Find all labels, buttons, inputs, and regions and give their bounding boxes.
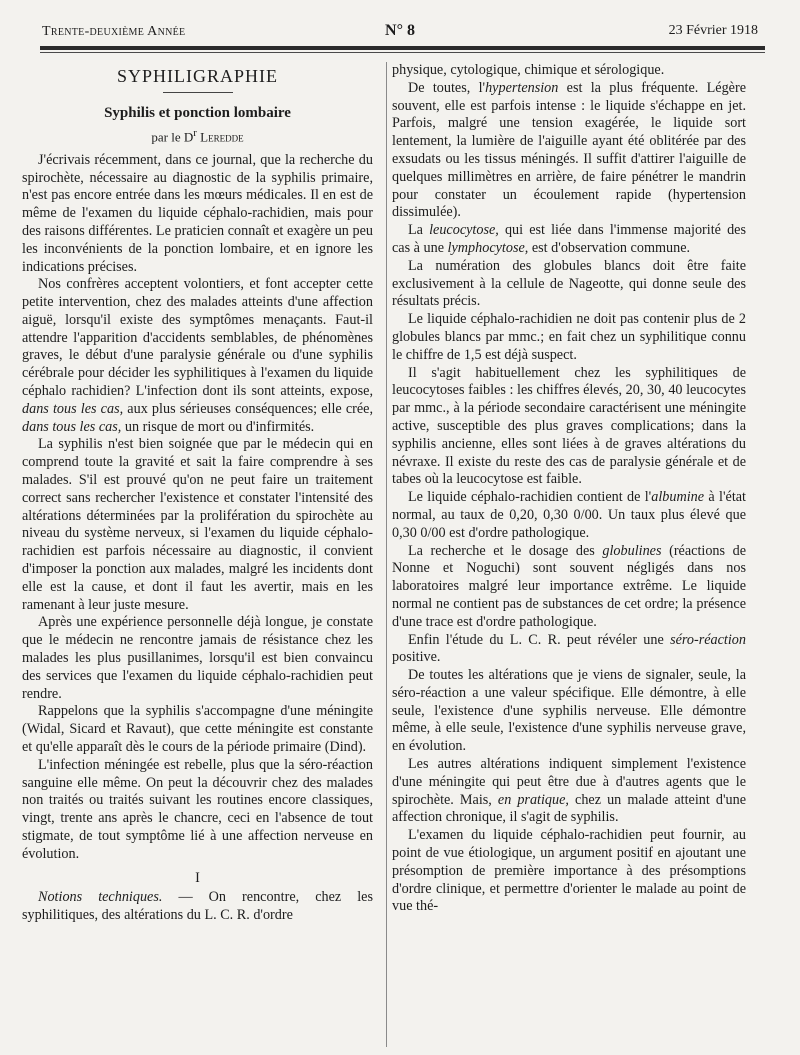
text-run: chez un malade atteint d'une affection chronique, il s'agit de syphilis.: [392, 791, 746, 826]
emphasis: albumine: [651, 489, 705, 506]
paragraph: L'infection méningée est rebelle, plus que la séro-réaction sanguine elle même. On peut la découvrir chez des malades non traités ou traités suivant les routines encore classiques, vingt, trente ans après le chancre, ceci en l'absence de tout stigmate, de tout symptôme lié à une affection nerveuse en évolution.: [22, 756, 373, 862]
text-run: aux plus sérieuses conséquences; elle crée,: [127, 400, 373, 417]
text-run: (réactions de Nonne et Noguchi) sont souvent négligés dans nos laboratoires malgré leur importance extrême. Le liquide normal ne contient pas de substances de cet ordre; la présence d'une trace est d'ordre pathologique.: [392, 542, 747, 630]
text-run: — On rencontre, chez les syphilitiques, des altérations du L. C. R. d'ordre: [22, 889, 373, 924]
column-divider: [386, 62, 387, 1047]
text-run: Le liquide céphalo-rachidien contient de l': [408, 489, 652, 506]
header-rule-thick: [40, 46, 765, 50]
paragraph: La syphilis n'est bien soignée que par le médecin qui en comprend toute la gravité et sait la faire comprendre à ses malades. S'il est prouvé qu'on ne peut faire un traitement correct sans rechercher l'existence et constater l'intensité des altérations déterminées par la prolifération du spirochète au niveau du système nerveux, si l'examen du liquide céphalo-rachidien est parfois nécessaire au diagnostic, il convient d'imposer la ponction aux malades, malgré les incidents dont elle est la cause, et dont il faut les avertir, mais en les ramenant à leur juste mesure.: [22, 436, 373, 613]
paragraph: [392, 543, 746, 632]
emphasis: dans tous les cas,: [22, 418, 122, 435]
right-column: [392, 62, 746, 916]
text-run: Les autres altérations indiquent simplement l'existence d'une méningite qui peut être due à d'autres agents que le spirochète. Mais,: [392, 756, 746, 808]
paragraph: Rappelons que la syphilis s'accompagne d'une méningite (Widal, Sicard et Ravaut), que cette méningite est constante et qu'elle apparaît dès le cours de la période primaire (Dind).: [22, 703, 373, 756]
text-run: positive.: [392, 649, 441, 666]
text-run: La recherche et le dosage des: [408, 542, 603, 559]
text-run: qui est liée dans l'immense majorité des cas à une: [392, 222, 746, 256]
author-name: Leredde: [200, 128, 244, 144]
text-run: à l'état normal, au taux de 0,20, 0,30 0/00. Un taux plus élevé que 0,30 0/00 est d'ordre pathologique.: [392, 489, 747, 541]
emphasis: en pratique,: [497, 791, 569, 808]
paragraph: [392, 756, 746, 827]
text-run: La: [408, 222, 430, 239]
paragraph: physique, cytologique, chimique et sérologique.: [392, 62, 665, 78]
article-title: Syphilis et ponction lombaire: [104, 104, 291, 121]
title-rule: [163, 92, 233, 93]
paragraph: Le liquide céphalo-rachidien ne doit pas contenir plus de 2 globules blancs par mmc.; en fait chez un syphilitique connu le chiffre de 1,5 est déjà suspect.: [392, 311, 746, 363]
issue-year: Trente-deuxième Année: [42, 24, 186, 39]
text-run: De toutes, l': [408, 79, 486, 96]
paragraph: [22, 889, 373, 925]
paragraph: L'examen du liquide céphalo-rachidien peut fournir, au point de vue étiologique, un argument positif en ajoutant une présomption de première importance à des présomptions d'ordre clinique, et permettre d'orienter le malade au point de vue thé-: [392, 827, 746, 915]
emphasis: dans tous les cas,: [22, 400, 124, 417]
paragraph: [392, 80, 746, 222]
byline: [22, 125, 373, 146]
emphasis: lymphocytose,: [447, 239, 529, 256]
paragraph: [392, 632, 746, 668]
paragraph: La numération des globules blancs doit être faite exclusivement à la cellule de Nageotte, qui donne seule des résultats précis.: [392, 257, 746, 310]
text-run: un risque de mort ou d'infirmités.: [124, 418, 315, 435]
emphasis: hypertension: [485, 79, 559, 96]
text-run: Enfin l'étude du L. C. R. peut révéler une: [408, 631, 671, 648]
section-title: SYPHILIGRAPHIE: [116, 66, 278, 86]
byline-prefix: par le D: [151, 128, 194, 144]
paragraph: De toutes les altérations que je viens de signaler, seule, la séro-réaction a une valeur spécifique. Elle démontre, à elle seule, l'existence d'une syphilis nerveuse. Elle démontre même, à elle seule, l'existence d'une syphilis nerveuse grave, en évolution.: [392, 667, 746, 755]
paragraph: J'écrivais récemment, dans ce journal, que la recherche du spirochète, nécessaire au diagnostic de la syphilis primaire, n'est pas encore entrée dans les mœurs médicales. Il en est de même de l'examen du liquide céphalo-rachidien, mais pour des raisons différentes. Le praticien connaît et exagère un peu les inconvénients de la ponction lombaire, et en ignore les indications précises.: [22, 151, 373, 275]
section-numeral: I: [195, 869, 200, 886]
paragraph: Il s'agit habituellement chez les syphilitiques de leucocytoses faibles : les chiffres élevés, 20, 30, 40 leucocytes par mmc., à la période secondaire caractérisent une méningite active, susceptible des plus graves complications; dans la syphilis ancienne, elles sont liées à de graves altérations du névraxe. Il existe du reste des cas de paralysie générale et de tabes où la leucocytose est faible.: [392, 364, 746, 488]
emphasis: globulines: [602, 542, 662, 559]
issue-date: 23 Février 1918: [668, 23, 758, 38]
header-rule-thin: [40, 52, 765, 53]
paragraph: [392, 222, 746, 258]
byline-sup: r: [193, 126, 197, 139]
text-run: est la plus fréquente. Légère souvent, elle est parfois intense : le liquide s'échappe en jet. Parfois, malgré une tension exagérée, le liquide sort lentement, la lumière de l'aiguille ayant été oblitérée par des exsudats ou les tissus méningés. Il suffit d'attirer l'aiguille de quelques millimètres en arrière, de faire pénétrer le mandrin pour constater un écoulement rapide (hypertension dissimulée).: [392, 79, 746, 221]
paragraph: [22, 276, 373, 436]
running-header: [40, 20, 760, 44]
issue-number: N° 8: [385, 22, 415, 39]
emphasis: leucocytose,: [429, 222, 499, 239]
paragraph: [392, 489, 746, 542]
text-run: est d'observation commune.: [528, 239, 691, 256]
emphasis: séro-réaction: [670, 631, 746, 648]
subheading: Notions techniques.: [38, 889, 163, 906]
paragraph: Après une expérience personnelle déjà longue, je constate que le médecin ne rencontre jamais de résistance chez les malades les plus pusillanimes, lorsqu'il est bien convaincu des services que l'examen du liquide céphalo-rachidien peut rendre.: [22, 614, 373, 702]
text-run: Nos confrères acceptent volontiers, et font accepter cette petite intervention, chez des malades atteints d'une affection aiguë, lorsqu'il existe des symptômes menaçants. Faut-il attendre l'apparition d'accidents semblables, de phénomènes graves, le début d'une paralysie générale ou d'une syphilis cérébrale pour décider les syphilitiques à l'examen du liquide céphalo rachidien? L'infection dont ils sont atteints, expose,: [22, 276, 373, 400]
left-column: [22, 62, 373, 925]
